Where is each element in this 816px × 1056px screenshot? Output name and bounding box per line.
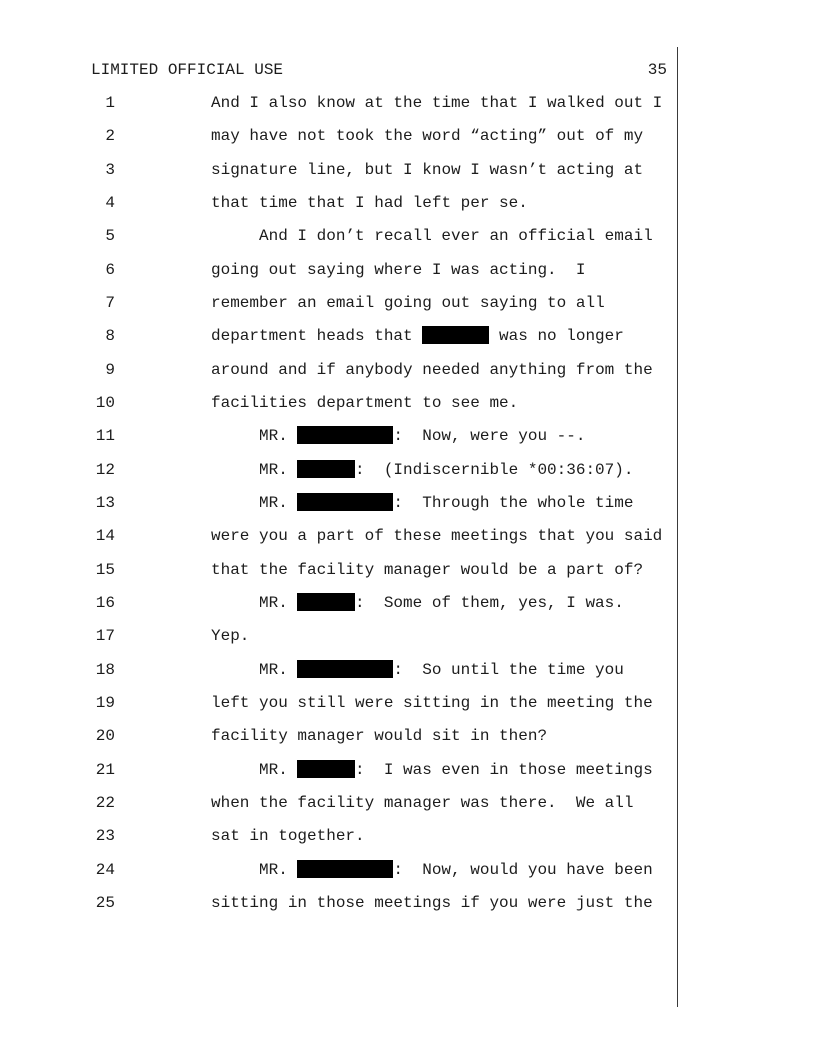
line-text-after-redaction: : Now, were you --.: [393, 427, 586, 446]
redaction-box: [297, 493, 393, 511]
line-text: [259, 420, 585, 453]
line-text: facility manager would sit in then?: [211, 727, 548, 746]
line-number: 8: [105, 327, 115, 346]
line-text-before-redaction: MR.: [259, 460, 298, 479]
line-number: 14: [95, 527, 115, 546]
line-text: [259, 454, 633, 487]
line-number: 20: [95, 727, 115, 746]
line-text-after-redaction: : (Indiscernible *00:36:07).: [355, 460, 634, 479]
header-classification: LIMITED OFFICIAL USE: [91, 61, 284, 79]
line-text-after-redaction: : Through the whole time: [393, 493, 634, 512]
transcript-line: [0, 787, 816, 820]
transcript-line: [0, 87, 816, 120]
line-number: 24: [95, 860, 115, 879]
transcript-line: [0, 887, 816, 920]
page-number: 35: [647, 61, 667, 79]
line-number: 5: [105, 227, 115, 246]
redaction-box: [297, 760, 355, 778]
line-text: when the facility manager was there. We all: [211, 793, 634, 812]
redaction-box: [297, 660, 393, 678]
transcript-line: [0, 287, 816, 320]
line-number: 1: [105, 94, 115, 112]
line-number: 13: [95, 493, 115, 512]
line-number: 17: [95, 627, 115, 646]
line-text: facilities department to see me.: [211, 393, 519, 412]
line-number: 9: [105, 360, 115, 379]
line-number: 23: [95, 827, 115, 846]
transcript-line: [0, 354, 816, 387]
line-text-after-redaction: : Some of them, yes, I was.: [355, 593, 624, 612]
line-text-before-redaction: MR.: [259, 760, 298, 779]
transcript-line: [0, 654, 816, 687]
line-text-after-redaction: was no longer: [489, 327, 624, 346]
transcript-line: [0, 520, 816, 553]
transcript-line: [0, 720, 816, 753]
line-text: that time that I had left per se.: [211, 193, 528, 212]
redaction-box: [297, 593, 355, 611]
line-text: sat in together.: [211, 827, 365, 846]
line-text: Yep.: [211, 627, 250, 646]
line-number: 7: [105, 293, 115, 312]
line-text-before-redaction: department heads that: [211, 327, 423, 346]
transcript-line: [0, 554, 816, 587]
line-number: 2: [105, 127, 115, 146]
line-number: 25: [95, 893, 115, 912]
line-text-after-redaction: : I was even in those meetings: [355, 760, 653, 779]
line-number: 18: [95, 660, 115, 679]
transcript-line: [0, 387, 816, 420]
line-text: [259, 587, 624, 620]
line-text-before-redaction: MR.: [259, 427, 298, 446]
line-text: [211, 320, 624, 353]
line-text: around and if anybody needed anything from the: [211, 360, 653, 379]
line-text: [259, 487, 633, 520]
transcript-line: [0, 754, 816, 787]
line-text: And I don’t recall ever an official email: [259, 227, 653, 246]
transcript-line: [0, 854, 816, 887]
line-number: 15: [95, 560, 115, 579]
transcript-line: [0, 487, 816, 520]
line-number: 19: [95, 693, 115, 712]
line-number: 11: [95, 427, 115, 446]
transcript-line: [0, 254, 816, 287]
line-number: 10: [95, 393, 115, 412]
transcript-line: [0, 820, 816, 853]
transcript-line: [0, 454, 816, 487]
transcript-line: [0, 620, 816, 653]
line-text-after-redaction: : Now, would you have been: [393, 860, 653, 879]
redaction-box: [422, 326, 489, 344]
line-text: that the facility manager would be a part of?: [211, 560, 644, 579]
redaction-box: [297, 860, 393, 878]
line-number: 12: [95, 460, 115, 479]
line-text-before-redaction: MR.: [259, 593, 298, 612]
line-number: 22: [95, 793, 115, 812]
line-text: may have not took the word “acting” out of my: [211, 127, 644, 146]
line-text: [259, 854, 653, 887]
line-text-before-redaction: MR.: [259, 493, 298, 512]
line-text: [259, 754, 653, 787]
transcript-line: [0, 120, 816, 153]
line-number: 6: [105, 260, 115, 279]
line-text: And I also know at the time that I walked out I: [211, 94, 663, 112]
line-text: [259, 654, 624, 687]
transcript-line: [0, 587, 816, 620]
line-text: were you a part of these meetings that you said: [211, 527, 663, 546]
transcript-line: [0, 154, 816, 187]
line-text: remember an email going out saying to all: [211, 293, 605, 312]
transcript-lines: [0, 87, 816, 920]
transcript-line: [0, 187, 816, 220]
line-text-before-redaction: MR.: [259, 860, 298, 879]
transcript-line: [0, 320, 816, 353]
redaction-box: [297, 426, 393, 444]
line-number: 3: [105, 160, 115, 179]
line-text: going out saying where I was acting. I: [211, 260, 586, 279]
line-text: sitting in those meetings if you were just the: [211, 893, 653, 912]
line-number: 16: [95, 593, 115, 612]
transcript-line: [0, 687, 816, 720]
line-text-after-redaction: : So until the time you: [393, 660, 624, 679]
redaction-box: [297, 460, 355, 478]
line-number: 21: [95, 760, 115, 779]
line-text: left you still were sitting in the meeting the: [211, 693, 653, 712]
line-number: 4: [105, 193, 115, 212]
line-text-before-redaction: MR.: [259, 660, 298, 679]
transcript-line: [0, 220, 816, 253]
line-text: signature line, but I know I wasn’t acting at: [211, 160, 644, 179]
transcript-line: [0, 420, 816, 453]
